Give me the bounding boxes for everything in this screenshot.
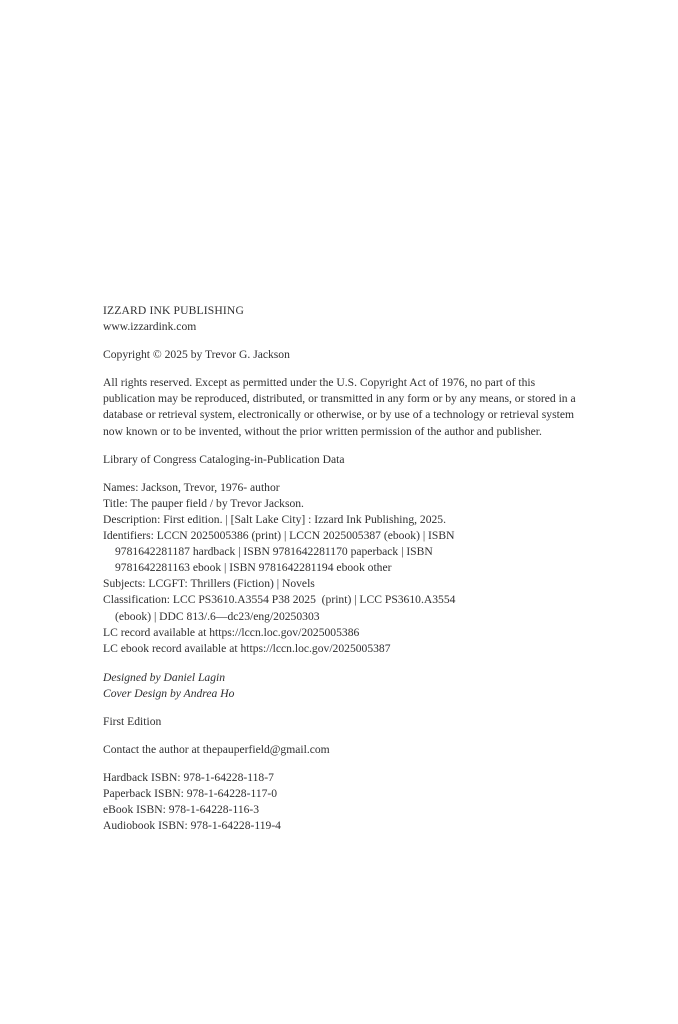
spacer [103, 335, 581, 347]
cip-heading: Library of Congress Cataloging-in-Publication Data [103, 452, 345, 466]
cip-classification-line-2: (ebook) | DDC 813/.6—dc23/eng/20250303 [115, 609, 320, 623]
cip-identifiers-line-2: 9781642281187 hardback | ISBN 9781642281170 paperback | ISBN [115, 545, 433, 559]
all-rights-reserved-paragraph: All rights reserved. Except as permitted under the U.S. Copyright Act of 1976, no part of this publication may be reproduced, distributed, or transmitted in any form or by any means, or stored in a database or retrieval system, electronically or otherwise, or by use of a technology or retrieval system now known or to be invented, without the prior written permission of the author and publisher. [103, 376, 576, 438]
spacer [103, 657, 581, 670]
spacer [103, 363, 581, 375]
isbn-audiobook: Audiobook ISBN: 978-1-64228-119-4 [103, 819, 281, 833]
cip-lc-record: LC record available at https://lccn.loc.gov/2025005386 [103, 625, 360, 639]
cip-subjects: Subjects: LCGFT: Thrillers (Fiction) | Novels [103, 577, 315, 591]
isbn-hardback: Hardback ISBN: 978-1-64228-118-7 [103, 771, 274, 785]
cip-identifiers-line-1: Identifiers: LCCN 2025005386 (print) | LCCN 2025005387 (ebook) | ISBN [103, 529, 455, 543]
spacer [103, 702, 581, 714]
cip-identifiers-line-3: 9781642281163 ebook | ISBN 9781642281194 ebook other [115, 561, 392, 575]
cip-description: Description: First edition. | [Salt Lake City] : Izzard Ink Publishing, 2025. [103, 512, 447, 526]
spacer [103, 730, 581, 742]
isbn-ebook: eBook ISBN: 978-1-64228-116-3 [103, 803, 260, 817]
isbn-paperback: Paperback ISBN: 978-1-64228-117-0 [103, 787, 278, 801]
publisher-name: IZZARD INK PUBLISHING [103, 304, 244, 317]
spacer [103, 758, 581, 770]
spacer [103, 468, 581, 480]
cip-names: Names: Jackson, Trevor, 1976- author [103, 480, 280, 494]
cip-title: Title: The pauper field / by Trevor Jackson. [103, 496, 304, 510]
publisher-website: www.izzardink.com [103, 320, 197, 334]
cip-lc-ebook-record: LC ebook record available at https://lccn.loc.gov/2025005387 [103, 641, 391, 655]
cip-classification-line-1: Classification: LCC PS3610.A3554 P38 2025 (print) | LCC PS3610.A3554 [103, 593, 456, 607]
designer-credit: Designed by Daniel Lagin [103, 670, 226, 684]
edition-statement: First Edition [103, 714, 162, 728]
copyright-text-column [103, 303, 581, 835]
copyright-notice: Copyright © 2025 by Trevor G. Jackson [103, 348, 290, 362]
author-contact: Contact the author at thepauperfield@gmail.com [103, 743, 330, 757]
cover-designer-credit: Cover Design by Andrea Ho [103, 686, 235, 700]
spacer [103, 440, 581, 452]
